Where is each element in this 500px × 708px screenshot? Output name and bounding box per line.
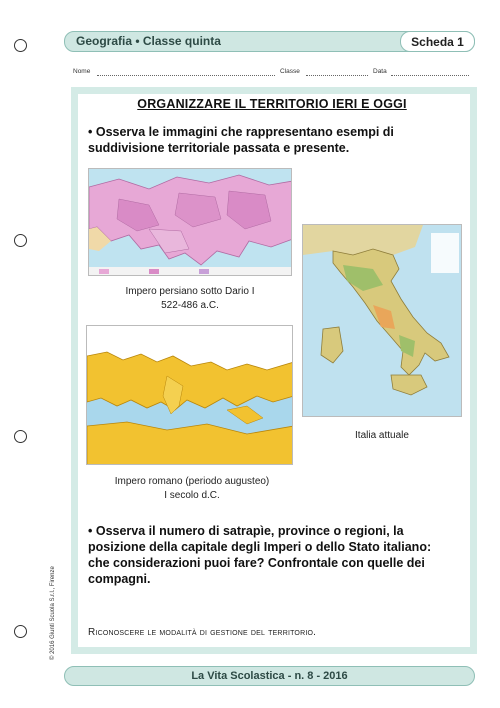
roman-caption xyxy=(92,475,292,503)
persian-caption xyxy=(95,285,285,313)
page-title: ORGANIZZARE IL TERRITORIO IERI E OGGI xyxy=(137,97,407,111)
persian-caption-line-2: 522-486 a.C. xyxy=(161,300,219,311)
question-line-2: posizione della capitale degli Imperi o dello Stato italiano: xyxy=(88,540,432,554)
classe-line[interactable] xyxy=(306,75,368,76)
italy-map xyxy=(302,224,462,417)
roman-caption-line-2: I secolo d.C. xyxy=(164,490,220,501)
question-text xyxy=(88,523,431,587)
question-line-4: compagni. xyxy=(88,572,151,586)
data-label: Data xyxy=(373,68,387,75)
italy-caption: Italia attuale xyxy=(355,430,409,441)
student-fields xyxy=(73,68,473,80)
intro-text xyxy=(88,124,394,156)
question-line-1: • Osserva il numero di satrapìe, province o regioni, la xyxy=(88,524,404,538)
roman-caption-line-1: Impero romano (periodo augusteo) xyxy=(114,476,270,487)
binder-hole xyxy=(14,625,27,638)
learning-goal: Riconoscere le modalità di gestione del territorio. xyxy=(88,627,317,638)
binder-hole xyxy=(14,234,27,247)
data-line[interactable] xyxy=(391,75,469,76)
intro-line-2: suddivisione territoriale passata e presente. xyxy=(88,141,350,155)
scheda-label: Scheda 1 xyxy=(400,31,475,52)
footer-bar: La Vita Scolastica - n. 8 - 2016 xyxy=(64,666,475,686)
roman-empire-map xyxy=(86,325,293,465)
copyright-note: © 2016 Giunti Scuola S.r.l., Firenze xyxy=(50,566,56,660)
binder-hole xyxy=(14,430,27,443)
persian-caption-line-1: Impero persiano sotto Dario I xyxy=(125,286,255,297)
nome-line[interactable] xyxy=(97,75,275,76)
persian-empire-map xyxy=(88,168,292,276)
nome-label: Nome xyxy=(73,68,91,75)
subject-label: Geografia • Classe quinta xyxy=(76,34,221,48)
intro-line-1: • Osserva le immagini che rappresentano esempi di xyxy=(88,125,394,139)
question-line-3: che considerazioni puoi fare? Confrontale con quelle dei xyxy=(88,556,425,570)
classe-label: Classe xyxy=(280,68,300,75)
binder-hole xyxy=(14,39,27,52)
